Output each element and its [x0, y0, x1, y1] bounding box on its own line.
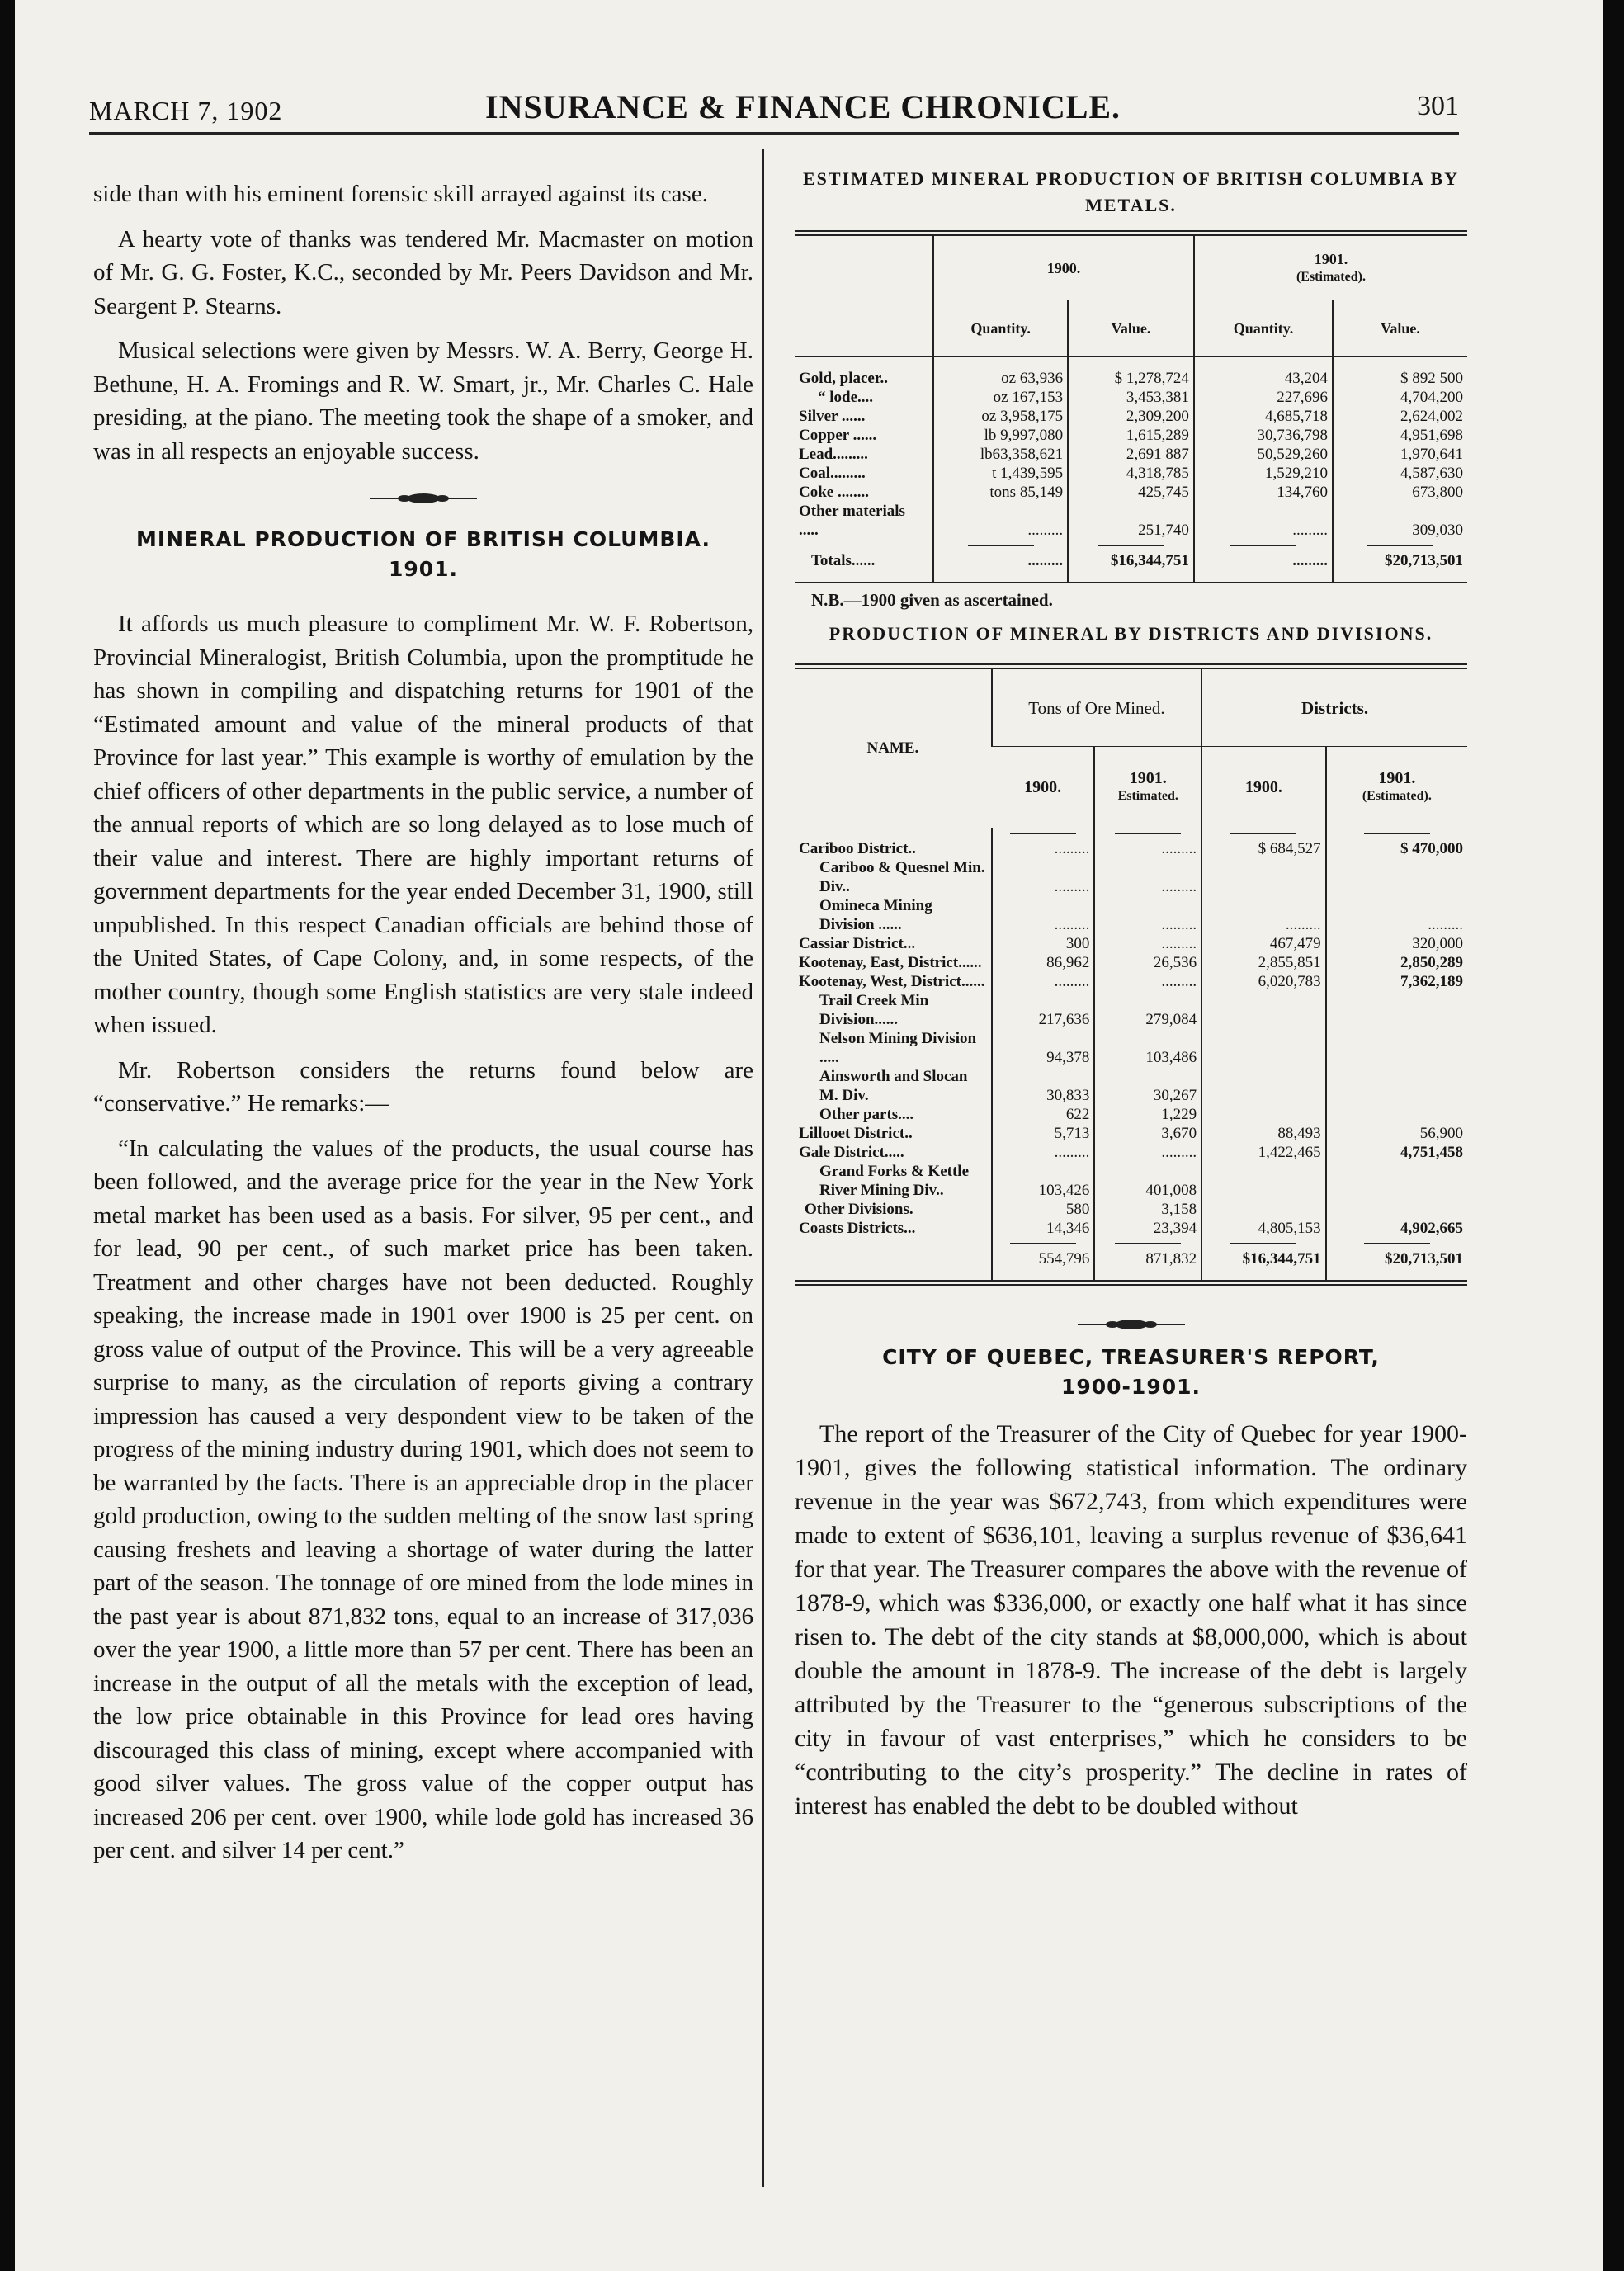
row-label: Copper ...... [799, 427, 877, 444]
table2-col-name: NAME. [866, 739, 919, 757]
row-label: Coasts Districts... [799, 1220, 916, 1237]
cell-tons: ......... [992, 972, 1095, 991]
cell-value: 2,624,002 [1333, 407, 1467, 426]
table-row [795, 972, 1467, 991]
table-row [795, 896, 1467, 934]
total-districts-1901: $20,713,501 [1326, 1249, 1467, 1268]
cell-value: 309,030 [1333, 502, 1467, 540]
section-title-mineral [93, 525, 753, 584]
cell-tons: ......... [992, 1143, 1095, 1162]
right-column [795, 161, 1467, 1834]
table-row [795, 1143, 1467, 1162]
table-row [795, 483, 1467, 502]
cell-district-value: 4,805,153 [1201, 1219, 1326, 1238]
table-row [795, 1124, 1467, 1143]
cell-district-value: ......... [1201, 896, 1326, 934]
cell-quantity: ......... [933, 551, 1068, 570]
paragraph: It affords us much pleasure to compliment Mr. W. F. Robertson, Provincial Mineralogist, British Columbia, upon the promptitude he has shown in compiling and dispatching returns for 1901 of the “Estimated amount and value of the mineral products of that Province for last year.” This example is worthy of emulation by the chief officers of other departments in the public service, a number of the annual reports of which are so long delayed as to lose much of their value and interest. There are highly important returns of government departments for the year ended December 31, 1900, still unpublished. In this respect Canadian officials are behind those of the United States, of Cape Colony, and, in some respects, of the mother country, though some English statistics are very stale indeed when issued. [93, 611, 753, 1038]
section-title-year: 1900-1901. [1060, 1375, 1201, 1399]
table2-tons-1901-estimated: Estimated. [1117, 789, 1178, 803]
paragraph: Mr. Robertson considers the returns found below are “conservative.” He remarks:— [93, 1056, 753, 1117]
cell-quantity: 30,736,798 [1194, 426, 1333, 445]
quoted-paragraph: “In calculating the values of the products, the usual course has been followed, and the average price for the year in the New York metal market has been used as a basis. For silver, 95 per cent., and for lead, 90 per cent., of such market price has been taken. Treatment and other charges have not been deducted. Roughly speaking, the increase made in 1901 over 1900 is 25 per cent. on gross value of output of the Province. This will be a very agreeable surprise to many, as the circulation of reports giving a contrary impression has caused a very despondent view to be taken of the progress of the mining industry during 1901, which does not seem to be warranted by the facts. There is an appreciable drop in the placer gold production, owing to the sudden melting of the snow last spring causing freshets and leaving a shortage of water during the latter part of the season. The tonnage of ore mined from the lode mines in the past year is about 871,832 tons, equal to an increase of 317,036 over the year 1900, a little more than 57 per cent. There has been an increase in the output of all the metals with the exception of lead, the low price obtainable in this Province for lead ores having discouraged this class of mining, except where accompanied with good silver values. The gross value of the copper output has increased 206 per cent. over 1900, while lode gold has increased 36 per cent. and silver 14 per cent.” [93, 1135, 753, 1863]
cell-tons: 30,267 [1094, 1067, 1201, 1105]
table-row [795, 1219, 1467, 1238]
cell-district-value: 88,493 [1201, 1124, 1326, 1143]
table-row [795, 407, 1467, 426]
table1-year-1900: 1900. [933, 236, 1194, 300]
table2-districts-1900: 1900. [1201, 747, 1326, 829]
row-label: Nelson Mining Division ..... [819, 1030, 977, 1066]
row-label: Cariboo District.. [799, 840, 916, 857]
cell-quantity: ......... [1194, 551, 1333, 570]
cell-district-value [1201, 858, 1326, 896]
cell-tons: 279,084 [1094, 991, 1201, 1029]
cell-quantity: 4,685,718 [1194, 407, 1333, 426]
cell-value: 2,691 887 [1068, 445, 1194, 464]
cell-tons: 26,536 [1094, 953, 1201, 972]
cell-district-value [1326, 991, 1467, 1029]
row-label: Lead......... [799, 446, 868, 463]
cell-value: 4,951,698 [1333, 426, 1467, 445]
cell-tons: ......... [992, 839, 1095, 858]
total-districts-1900: $16,344,751 [1201, 1249, 1326, 1268]
cell-value: 4,318,785 [1068, 464, 1194, 483]
table1-title [795, 166, 1467, 219]
paragraph: A hearty vote of thanks was tendered Mr. Macmaster on motion of Mr. G. G. Foster, K.C., seconded by Mr. Peers Davidson and Mr. Seargent P. Stearns. [93, 225, 753, 319]
table-row [795, 839, 1467, 858]
cell-tons: 1,229 [1094, 1105, 1201, 1124]
row-label: Trail Creek Min Division...... [819, 992, 929, 1028]
cell-quantity: 50,529,260 [1194, 445, 1333, 464]
totals-label-empty [795, 1249, 992, 1268]
row-label: Other materials ..... [799, 503, 905, 539]
table-row [795, 369, 1467, 388]
cell-value: $ 1,278,724 [1068, 369, 1194, 388]
row-label: Lillooet District.. [799, 1125, 913, 1142]
table-row [795, 858, 1467, 896]
cell-district-value [1326, 1105, 1467, 1124]
table1-col-value-1901: Value. [1333, 300, 1467, 357]
paragraph: Musical selections were given by Messrs. W. A. Berry, George H. Bethune, H. A. Fromings and R. W. Smart, jr., Mr. Charles C. Hale presiding, at the piano. The meeting took the shape of a smoker, and was in all respects an enjoyable success. [93, 338, 753, 465]
cell-value: 1,970,641 [1333, 445, 1467, 464]
cell-district-value [1326, 1029, 1467, 1067]
table-row [795, 1067, 1467, 1105]
table2-col-tons: Tons of Ore Mined. [992, 669, 1201, 747]
cell-district-value [1326, 1200, 1467, 1219]
cell-district-value: 2,850,289 [1326, 953, 1467, 972]
row-label: “ lode.... [818, 389, 874, 406]
cell-district-value [1201, 991, 1326, 1029]
table1-totals-row [795, 551, 1467, 570]
district-production-table [795, 669, 1467, 1280]
cell-quantity: oz 167,153 [933, 388, 1068, 407]
cell-tons: 103,486 [1094, 1029, 1201, 1067]
table-row [795, 934, 1467, 953]
table1-title-line1: ESTIMATED MINERAL PRODUCTION OF BRITISH COLUMBIA BY [802, 168, 1460, 189]
table-row [795, 445, 1467, 464]
cell-tons: ......... [1094, 858, 1201, 896]
cell-district-value: 1,422,465 [1201, 1143, 1326, 1162]
cell-tons: ......... [992, 858, 1095, 896]
table-row [795, 1105, 1467, 1124]
cell-value: 2,309,200 [1068, 407, 1194, 426]
table1-bottom-rule [795, 582, 1467, 583]
cell-quantity: 1,529,210 [1194, 464, 1333, 483]
row-label: Gale District..... [799, 1144, 904, 1161]
table2-districts-1901-estimated: (Estimated). [1362, 789, 1432, 803]
cell-district-value [1201, 1200, 1326, 1219]
row-label: Cassiar District... [799, 935, 916, 952]
cell-district-value [1201, 1067, 1326, 1105]
table-row [795, 1162, 1467, 1200]
table-row [795, 1200, 1467, 1219]
page-number: 301 [1417, 91, 1459, 121]
cell-district-value: ......... [1326, 896, 1467, 934]
section-title-line: CITY OF QUEBEC, TREASURER'S REPORT, [882, 1345, 1380, 1369]
table-row [795, 991, 1467, 1029]
cell-quantity: 134,760 [1194, 483, 1333, 502]
table1-year-1901 [1194, 236, 1467, 300]
cell-tons: ......... [1094, 972, 1201, 991]
publication-title: INSURANCE & FINANCE CHRONICLE. [485, 88, 1121, 125]
cell-value: 4,704,200 [1333, 388, 1467, 407]
cell-district-value [1201, 1029, 1326, 1067]
cell-district-value [1326, 858, 1467, 896]
cell-tons: 217,636 [992, 991, 1095, 1029]
cell-tons: 23,394 [1094, 1219, 1201, 1238]
cell-district-value [1201, 1162, 1326, 1200]
cell-district-value [1326, 1067, 1467, 1105]
row-label: Coal......... [799, 465, 866, 482]
table-row [795, 502, 1467, 540]
paragraph: side than with his eminent forensic skill arrayed against its case. [93, 181, 708, 207]
table2-districts-1901 [1326, 747, 1467, 829]
cell-value: 3,453,381 [1068, 388, 1194, 407]
cell-tons: 86,962 [992, 953, 1095, 972]
cell-district-value: 4,751,458 [1326, 1143, 1467, 1162]
table-row [795, 1029, 1467, 1067]
section-title-quebec [795, 1343, 1467, 1402]
cell-value: 425,745 [1068, 483, 1194, 502]
table2-bottom-rule [795, 1280, 1467, 1286]
row-label: Omineca Mining Division ...... [819, 897, 932, 933]
table-row [795, 953, 1467, 972]
cell-tons: 300 [992, 934, 1095, 953]
cell-district-value: $ 470,000 [1326, 839, 1467, 858]
table1-col-value-1900: Value. [1068, 300, 1194, 357]
table2-districts-1901-label: 1901. [1378, 769, 1416, 787]
total-tons-1900: 554,796 [992, 1249, 1095, 1268]
cell-tons: 5,713 [992, 1124, 1095, 1143]
total-value-1901: $20,713,501 [1333, 551, 1467, 570]
cell-tons: ......... [1094, 839, 1201, 858]
header-date: MARCH 7, 1902 [89, 96, 283, 125]
table1-corner [795, 236, 933, 300]
row-label: Coke ........ [799, 484, 869, 501]
table1-top-rule [795, 230, 1467, 236]
cell-tons: 103,426 [992, 1162, 1095, 1200]
paragraph: The report of the Treasurer of the City of Quebec for year 1900-1901, gives the following statistical information. The ordinary revenue in the year was $672,743, from which expenditures were made to extent of $636,101, leaving a surplus revenue of $36,641 for that year. The Treasurer compares the above with the revenue of 1878-9, which was $336,000, or exactly one half what it has since risen to. The debt of the city stands at $8,000,000, which is about double the amount in 1878-9. The increase of the debt is largely attributed by the Treasurer to the “generous subscriptions of the city in favour of vast enterprises,” which he considers to be “contributing to the city’s prosperity.” The decline in rates of interest has enabled the debt to be doubled without [795, 1420, 1467, 1820]
row-label: Silver ...... [799, 408, 866, 425]
cell-tons: 14,346 [992, 1219, 1095, 1238]
cell-value: 4,587,630 [1333, 464, 1467, 483]
cell-district-value: 467,479 [1201, 934, 1326, 953]
ornament-rule-icon [370, 493, 477, 504]
cell-tons: 3,158 [1094, 1200, 1201, 1219]
table1-blank [795, 300, 933, 357]
cell-quantity: ......... [1194, 502, 1333, 540]
table2-tons-1900: 1900. [1024, 778, 1062, 796]
cell-quantity: 43,204 [1194, 369, 1333, 388]
cell-district-value [1326, 1162, 1467, 1200]
totals-label: Totals...... [811, 552, 876, 569]
cell-quantity: tons 85,149 [933, 483, 1068, 502]
cell-tons: 3,670 [1094, 1124, 1201, 1143]
cell-tons: ......... [1094, 1143, 1201, 1162]
row-label: Gold, placer.. [799, 370, 889, 387]
cell-district-value: 2,855,851 [1201, 953, 1326, 972]
table-row [795, 464, 1467, 483]
cell-tons: 401,008 [1094, 1162, 1201, 1200]
cell-tons: ......... [992, 896, 1095, 934]
total-tons-1901: 871,832 [1094, 1249, 1201, 1268]
ornament-divider [795, 1319, 1467, 1334]
row-label: Grand Forks & Kettle River Mining Div.. [819, 1163, 970, 1199]
row-label: Ainsworth and Slocan M. Div. [819, 1068, 968, 1104]
cell-quantity: ......... [933, 502, 1068, 540]
cell-value: 251,740 [1068, 502, 1194, 540]
page-header [89, 79, 1459, 129]
table1-year-1901-label: 1901. [1314, 251, 1348, 267]
cell-quantity: lb63,358,621 [933, 445, 1068, 464]
row-label: Kootenay, West, District...... [799, 973, 985, 990]
cell-district-value: 6,020,783 [1201, 972, 1326, 991]
ornament-rule-icon [1078, 1319, 1185, 1330]
cell-tons: 94,378 [992, 1029, 1095, 1067]
cell-quantity: t 1,439,595 [933, 464, 1068, 483]
row-label: Other Divisions. [805, 1201, 914, 1218]
cell-district-value [1201, 1105, 1326, 1124]
row-label: Kootenay, East, District...... [799, 954, 982, 971]
cell-district-value: 7,362,189 [1326, 972, 1467, 991]
table2-tons-1901 [1094, 747, 1201, 829]
table1-col-quantity-1900: Quantity. [933, 300, 1068, 357]
table2-top-rule [795, 663, 1467, 669]
cell-value: 673,800 [1333, 483, 1467, 502]
total-value-1900: $16,344,751 [1068, 551, 1194, 570]
cell-district-value: 320,000 [1326, 934, 1467, 953]
ornament-divider [93, 493, 753, 508]
table2-tons-1901-label: 1901. [1129, 769, 1167, 787]
section-title-line: MINERAL PRODUCTION OF BRITISH COLUMBIA. [136, 527, 710, 551]
row-label: Other parts.... [819, 1106, 914, 1123]
table1-note: N.B.—1900 given as ascertained. [811, 590, 1053, 610]
row-label: Cariboo & Quesnel Min. Div.. [819, 859, 985, 895]
column-divider [762, 149, 764, 2187]
cell-quantity: 227,696 [1194, 388, 1333, 407]
table2-col-districts: Districts. [1201, 669, 1467, 747]
table1-year-1901-estimated: (Estimated). [1296, 270, 1366, 284]
newspaper-page [15, 0, 1603, 2271]
table1-col-quantity-1901: Quantity. [1194, 300, 1333, 357]
cell-value: 1,615,289 [1068, 426, 1194, 445]
table2-totals-row [795, 1249, 1467, 1268]
section-title-year: 1901. [388, 557, 459, 581]
header-rule [89, 132, 1459, 135]
cell-tons: ......... [1094, 896, 1201, 934]
table2-title: PRODUCTION OF MINERAL BY DISTRICTS AND DIVISIONS. [829, 623, 1433, 644]
left-column [93, 177, 753, 1879]
cell-quantity: oz 63,936 [933, 369, 1068, 388]
table-row [795, 388, 1467, 407]
cell-tons: 622 [992, 1105, 1095, 1124]
table1-title-line2: METALS. [1085, 195, 1177, 215]
cell-district-value: 4,902,665 [1326, 1219, 1467, 1238]
cell-value: $ 892 500 [1333, 369, 1467, 388]
cell-district-value: $ 684,527 [1201, 839, 1326, 858]
cell-tons: 30,833 [992, 1067, 1095, 1105]
cell-tons: 580 [992, 1200, 1095, 1219]
cell-quantity: lb 9,997,080 [933, 426, 1068, 445]
cell-district-value: 56,900 [1326, 1124, 1467, 1143]
cell-quantity: oz 3,958,175 [933, 407, 1068, 426]
cell-tons: ......... [1094, 934, 1201, 953]
mineral-production-table [795, 236, 1467, 582]
table-row [795, 426, 1467, 445]
